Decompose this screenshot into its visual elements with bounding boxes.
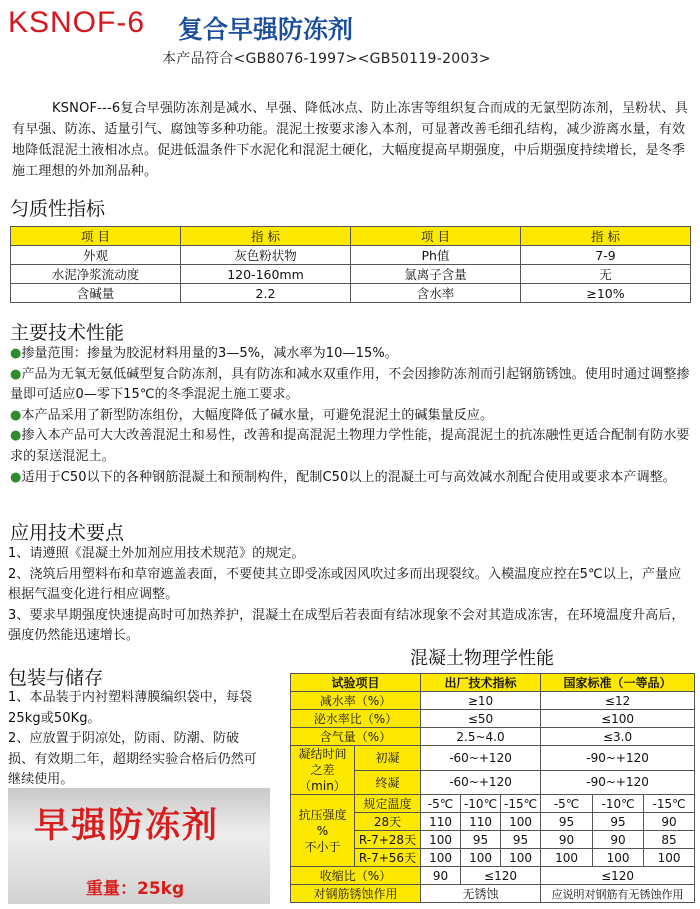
table-header-row	[291, 674, 695, 692]
row-sublabel: 终凝	[355, 770, 421, 795]
table-row	[291, 728, 695, 746]
table-cell: 110	[421, 813, 461, 831]
row-label: 减水率（%）	[291, 692, 421, 710]
packaging-heading: 包装与储存	[8, 667, 104, 689]
header-cell: 项 目	[11, 227, 181, 246]
table-row	[291, 746, 695, 771]
physical-table	[290, 673, 695, 903]
row-label: 泌水率比（%）	[291, 710, 421, 728]
table-cell: 100	[421, 831, 461, 849]
list-item-text: 掺量范围：掺量为胶泥材料用量的3—5%，减水率为10—15%。	[21, 346, 398, 361]
row-sublabel: 28天	[355, 813, 421, 831]
brand-title: KSNOF-6	[8, 6, 146, 39]
table-cell: 90	[541, 831, 593, 849]
table-cell: -90~+120	[541, 746, 695, 771]
header-cell: 试验项目	[291, 674, 421, 692]
table-cell: 95	[541, 813, 593, 831]
table-cell: 100	[593, 849, 644, 867]
list-item: 1、请遵照《混凝土外加剂应用技术规范》的规定。	[8, 546, 305, 561]
table-cell: 100	[501, 813, 541, 831]
table-cell: ≥10%	[521, 284, 691, 303]
table-cell: 100	[644, 849, 695, 867]
row-label: 对钢筋锈蚀作用	[291, 885, 421, 903]
table-row	[291, 885, 695, 903]
table-cell: 应说明对钢筋有无锈蚀作用	[541, 885, 695, 903]
bullet-icon: ●	[10, 428, 22, 444]
table-row	[291, 710, 695, 728]
table-row	[11, 284, 691, 303]
table-cell: 2.2	[181, 284, 351, 303]
table-row	[291, 867, 695, 885]
label-line: 抗压强度	[298, 807, 347, 822]
row-label	[291, 795, 355, 867]
table-cell: -10℃	[461, 795, 501, 813]
table-cell: Ph值	[351, 246, 521, 265]
table-cell: 无锈蚀	[421, 885, 541, 903]
table-cell: 120-160mm	[181, 265, 351, 284]
table-cell: 无	[521, 265, 691, 284]
table-cell: 100	[541, 849, 593, 867]
table-cell: ≤12	[541, 692, 695, 710]
table-cell: 水泥净浆流动度	[11, 265, 181, 284]
application-heading: 应用技术要点	[10, 522, 125, 544]
list-item	[10, 468, 690, 489]
physical-heading: 混凝土物理学性能	[410, 648, 554, 669]
table-cell: 90	[421, 867, 461, 885]
table-cell: 100	[501, 849, 541, 867]
table-cell: ≥10	[421, 692, 541, 710]
table-cell: 95	[501, 831, 541, 849]
list-item: 2、应放置于阴凉处，防雨、防潮、防破损、有效期二年，超期经实验合格后仍然可继续使用。	[8, 731, 257, 788]
list-item: 2、浇筑后用塑料布和草帘遮盖表面，不要使其立即受冻或因风吹过多而出现裂纹。入模温度应控在5℃以上，产量应根据气温变化进行相应调整。	[8, 566, 682, 603]
uniformity-heading: 匀质性指标	[10, 198, 106, 220]
table-cell: 含水率	[351, 284, 521, 303]
row-label: 收缩比（%）	[291, 867, 421, 885]
label-line: 不小于	[304, 839, 341, 854]
table-cell: 2.5~4.0	[421, 728, 541, 746]
table-row	[291, 795, 695, 813]
row-label: 含气量（%）	[291, 728, 421, 746]
header-cell: 指 标	[181, 227, 351, 246]
list-item-text: 掺入本产品可大大改善混泥土和易性，改善和提高混泥土物理力学性能，提高混泥土的抗冻融性更适合配制有防水要求的泵送混泥土。	[10, 428, 690, 464]
table-row	[11, 265, 691, 284]
bag-label: 早强防冻剂	[34, 806, 220, 846]
uniformity-table	[10, 226, 691, 303]
label-line: %	[316, 823, 329, 838]
table-cell: ≤100	[541, 710, 695, 728]
table-cell: 95	[593, 813, 644, 831]
table-cell: 含碱量	[11, 284, 181, 303]
table-cell: -60~+120	[421, 746, 541, 771]
table-cell: ≤3.0	[541, 728, 695, 746]
packaging-list	[8, 688, 258, 791]
table-cell: -15℃	[501, 795, 541, 813]
row-sublabel: 规定温度	[355, 795, 421, 813]
bullet-icon: ●	[10, 469, 22, 485]
table-cell: -5℃	[541, 795, 593, 813]
table-cell: -5℃	[421, 795, 461, 813]
list-item: 1、本品装于内衬塑料薄膜编织袋中，每袋25kg或50Kg。	[8, 690, 253, 726]
list-item-text: 产品为无氧无氨低碱型复合防冻剂，具有防冻和减水双重作用，不会因掺防冻剂而引起钢筋锈蚀。使用时通过调整掺量即可适应0—零下15℃的冬季混泥土施工要求。	[10, 366, 690, 403]
header-cell: 指 标	[521, 227, 691, 246]
table-cell: 100	[421, 849, 461, 867]
table-header-row	[11, 227, 691, 246]
row-sublabel: 初凝	[355, 746, 421, 771]
row-sublabel: R-7+56天	[355, 849, 421, 867]
table-cell: 灰色粉状物	[181, 246, 351, 265]
table-cell: 110	[461, 813, 501, 831]
header-cell: 出厂技术指标	[421, 674, 541, 692]
list-item	[10, 406, 690, 427]
performance-list	[10, 344, 690, 488]
bullet-icon: ●	[10, 346, 22, 361]
list-item	[10, 344, 690, 365]
table-cell: 95	[461, 831, 501, 849]
performance-heading: 主要技术性能	[10, 322, 125, 344]
row-label	[291, 746, 355, 795]
table-cell: ≤50	[421, 710, 541, 728]
list-item-text: 适用于C50以下的各种钢筋混凝土和预制构件，配制C50以上的混凝土可与高效减水剂配合使用或要求本产调整。	[21, 469, 676, 485]
table-cell: 90	[593, 831, 644, 849]
table-cell: ≤120	[541, 867, 695, 885]
table-cell: -60~+120	[421, 770, 541, 795]
table-cell: -10℃	[593, 795, 644, 813]
intro-paragraph: KSNOF---6复合早强防冻剂是减水、早强、降低冰点、防止冻害等组织复合而成的无氯型防冻剂，呈粉状、具有早强、防冻、适量引气、腐蚀等多种功能。混泥土按要求渗入本剂，可显著改善毛细孔结构，减少游离水量，有效地降低混泥土液相冰点。促进低温条件下水泥化和混泥土硬化，大幅度提高早期强度，中后期强度持续增长，是冬季施工理想的外加剂品种。	[12, 101, 688, 179]
bullet-icon: ●	[10, 407, 22, 423]
bag-weight: 重量：25kg	[86, 879, 185, 899]
table-row	[291, 692, 695, 710]
header-cell: 国家标准（一等品）	[541, 674, 695, 692]
row-sublabel: R-7+28天	[355, 831, 421, 849]
product-bag-image	[8, 788, 270, 904]
list-item	[10, 426, 690, 467]
table-cell: 90	[644, 813, 695, 831]
standard-subtitle: 本产品符合<GB8076-1997><GB50119-2003>	[162, 51, 491, 67]
table-cell: ≤120	[461, 867, 541, 885]
table-cell: 外观	[11, 246, 181, 265]
table-cell: 氯离子含量	[351, 265, 521, 284]
application-list	[8, 544, 692, 647]
table-cell: -90~+120	[541, 770, 695, 795]
label-line: 之差（min）	[299, 763, 346, 793]
table-cell: 7-9	[521, 246, 691, 265]
product-title: 复合早强防冻剂	[178, 15, 354, 44]
list-item-text: 本产品采用了新型防冻组份，大幅度降低了碱水量，可避免混泥土的碱集量反应。	[21, 407, 494, 423]
table-row	[11, 246, 691, 265]
table-cell: 100	[461, 849, 501, 867]
table-cell: 85	[644, 831, 695, 849]
bullet-icon: ●	[10, 366, 22, 382]
label-line: 凝结时间	[298, 747, 347, 761]
table-cell: -15℃	[644, 795, 695, 813]
header-cell: 项 目	[351, 227, 521, 246]
list-item: 3、要求早期强度快速提高时可加热养护，混凝土在成型后若表面有结冰现象不会对其造成冻害，在环境温度升高后，强度仍然能迅速增长。	[8, 607, 685, 644]
list-item	[10, 365, 690, 406]
